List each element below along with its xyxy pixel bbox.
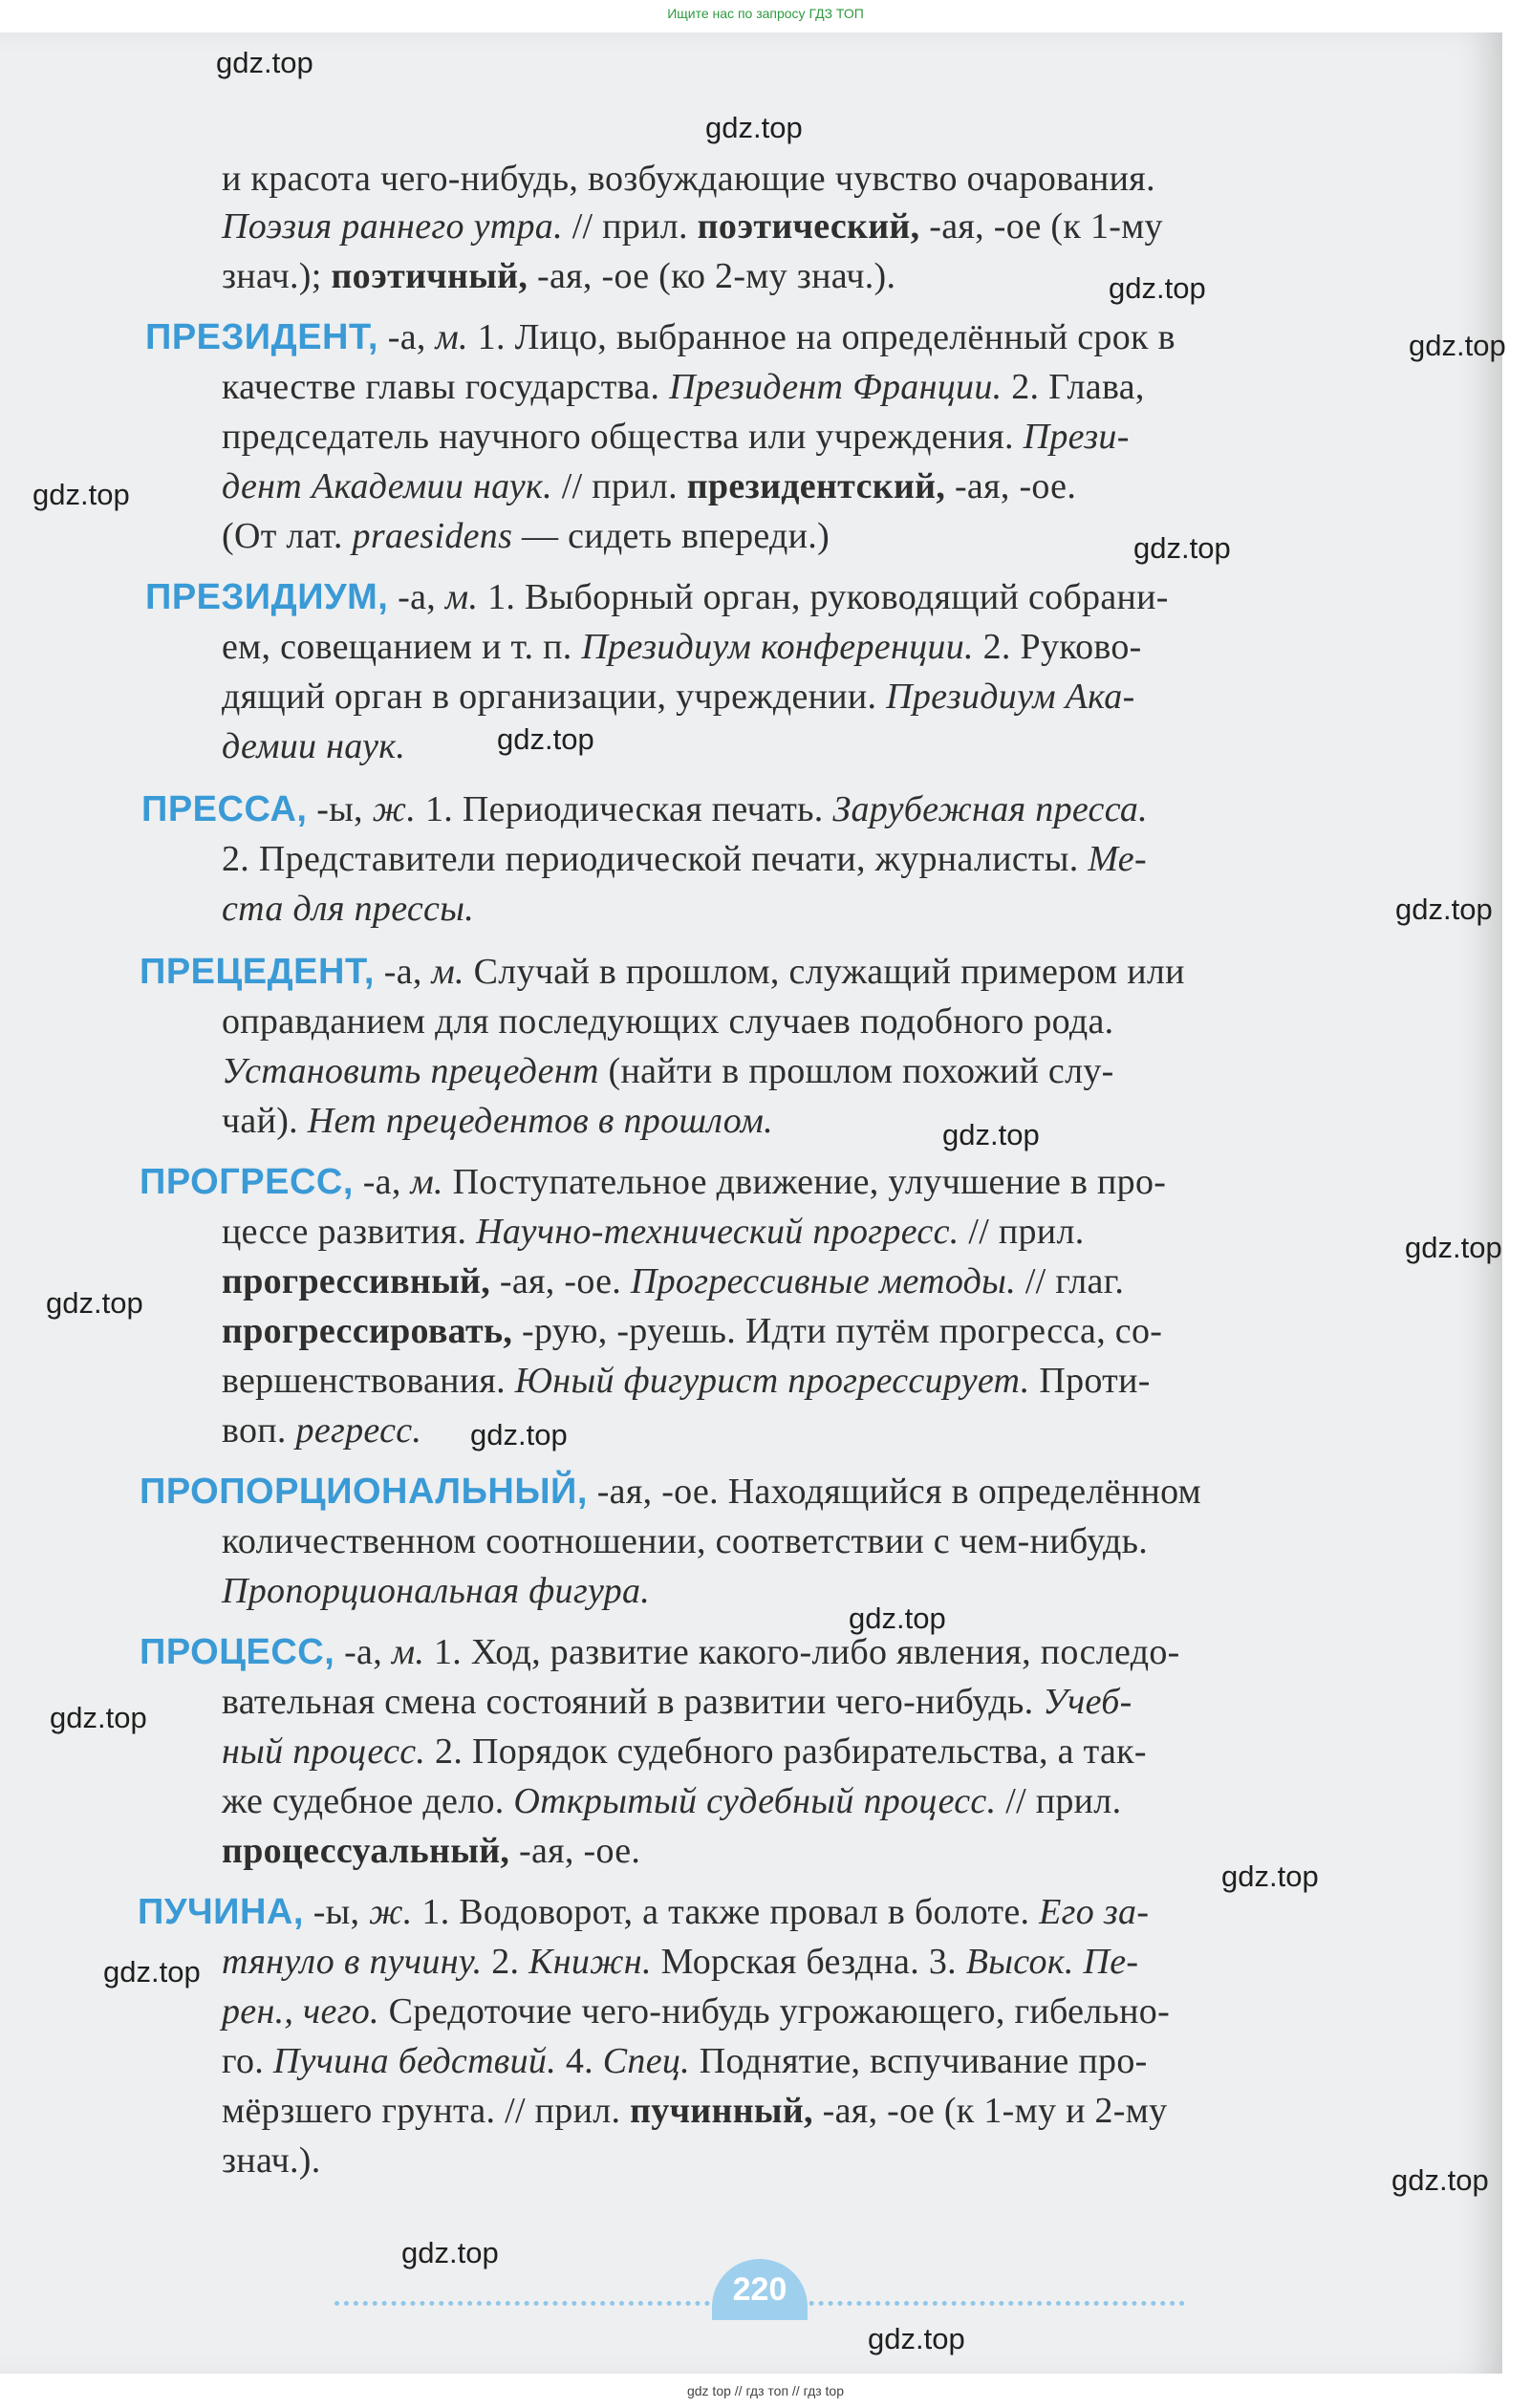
headword: ПРЕЗИДЕНТ,: [145, 317, 378, 357]
text-line: прогрессировать, -рую, -руешь. Идти путём прогресса, со-: [222, 1311, 1163, 1351]
entry-prezidium: ПРЕЗИДИУМ, -а, м. 1. Выборный орган, руководящий собрани-: [145, 577, 1169, 617]
text-line: и красота чего-нибудь, возбуждающие чувство очарования.: [222, 159, 1155, 199]
text-line: количественном соотношении, соответствии с чем-нибудь.: [222, 1521, 1149, 1561]
watermark: gdz.top: [849, 1602, 946, 1635]
headword: ПУЧИНА,: [138, 1892, 304, 1932]
text-line: ста для прессы.: [222, 889, 475, 929]
watermark: gdz.top: [401, 2236, 499, 2269]
page-number: 220: [712, 2259, 808, 2320]
watermark: gdz.top: [942, 1118, 1040, 1151]
watermark: gdz.top: [1109, 271, 1206, 305]
text-line: оправданием для последующих случаев подобного рода.: [222, 1001, 1114, 1042]
watermark: gdz.top: [1221, 1860, 1319, 1893]
text-line: процессуальный, -ая, -ое.: [222, 1831, 641, 1871]
watermark: gdz.top: [868, 2322, 965, 2355]
watermark: gdz.top: [1391, 2163, 1489, 2197]
text-line: (От лат. praesidens — сидеть впереди.): [222, 516, 830, 556]
watermark: gdz.top: [216, 46, 313, 79]
text-line: прогрессивный, -ая, -ое. Прогрессивные методы. // глаг.: [222, 1261, 1125, 1301]
text-line: знач.); поэтичный, -ая, -ое (ко 2-му знач.).: [222, 256, 896, 296]
text-line: дящий орган в организации, учреждении. Президиум Ака-: [222, 677, 1135, 717]
text-line: председатель научного общества или учреждения. Прези-: [222, 417, 1130, 457]
text-line: воп. регресс.: [222, 1410, 422, 1451]
bottom-note: gdz top // гдз топ // гдз top: [686, 2383, 845, 2398]
watermark: gdz.top: [1405, 1231, 1502, 1264]
watermark: gdz.top: [32, 478, 130, 511]
text-line: вательная смена состояний в развитии чего-нибудь. Учеб-: [222, 1682, 1132, 1722]
watermark: gdz.top: [1409, 329, 1506, 362]
example: Поэзия раннего утра.: [222, 206, 563, 247]
dictionary-page: [0, 32, 1502, 2374]
text-line: качестве главы государства. Президент Франции. 2. Глава,: [222, 367, 1145, 407]
text-line: Установить прецедент (найти в прошлом похожий слу-: [222, 1051, 1114, 1091]
entry-puchina: ПУЧИНА, -ы, ж. 1. Водоворот, а также провал в болоте. Его за-: [138, 1892, 1150, 1932]
headword: ПРЕЗИДИУМ,: [145, 577, 389, 617]
text-line: цессе развития. Научно-технический прогресс. // прил.: [222, 1212, 1085, 1252]
text-line: рен., чего. Средоточие чего-нибудь угрожающего, гибельно-: [222, 1991, 1171, 2032]
headword: ПРЕССА,: [141, 789, 308, 829]
watermark: gdz.top: [46, 1286, 143, 1320]
text-line: демии наук.: [222, 726, 406, 766]
headword: ПРОПОРЦИОНАЛЬНЫЙ,: [140, 1472, 588, 1512]
watermark: gdz.top: [1395, 892, 1493, 926]
text-line: 2. Представители периодической печати, журналисты. Ме-: [222, 839, 1147, 879]
entry-proportsionalny: ПРОПОРЦИОНАЛЬНЫЙ, -ая, -ое. Находящийся в определённом: [140, 1472, 1202, 1512]
text-line: же судебное дело. Открытый судебный процесс. // прил.: [222, 1781, 1122, 1821]
entry-progress: ПРОГРЕСС, -а, м. Поступательное движение, улучшение в про-: [140, 1162, 1167, 1202]
text-line: Пропорциональная фигура.: [222, 1571, 651, 1611]
text-line: го. Пучина бедствий. 4. Спец. Поднятие, вспучивание про-: [222, 2041, 1148, 2081]
watermark: gdz.top: [103, 1955, 201, 1989]
text-line: чай). Нет прецедентов в прошлом.: [222, 1101, 773, 1141]
top-note: Ищите нас по запросу ГДЗ ТОП: [667, 6, 864, 21]
text-line: ем, совещанием и т. п. Президиум конференции. 2. Руково-: [222, 627, 1142, 667]
headword: ПРЕЦЕДЕНТ,: [140, 952, 375, 992]
text-line: тянуло в пучину. 2. Книжн. Морская бездна. 3. Высок. Пе-: [222, 1942, 1139, 1982]
watermark: gdz.top: [470, 1418, 568, 1451]
text-line: мёрзшего грунта. // прил. пучинный, -ая, -ое (к 1-му и 2-му: [222, 2091, 1168, 2131]
entry-pressa: ПРЕССА, -ы, ж. 1. Периодическая печать. Зарубежная пресса.: [141, 789, 1148, 829]
entry-protsess: ПРОЦЕСС, -а, м. 1. Ход, развитие какого-либо явления, последо-: [140, 1632, 1180, 1672]
watermark: gdz.top: [497, 722, 594, 756]
text-line: Поэзия раннего утра. // прил. поэтический, -ая, -ое (к 1-му: [222, 206, 1163, 247]
watermark: gdz.top: [1133, 531, 1231, 565]
text-line: знач.).: [222, 2140, 321, 2181]
text-line: вершенствования. Юный фигурист прогрессирует. Проти-: [222, 1361, 1151, 1401]
text-line: ный процесс. 2. Порядок судебного разбирательства, а так-: [222, 1731, 1147, 1772]
watermark: gdz.top: [705, 111, 803, 144]
headword: ПРОГРЕСС,: [140, 1162, 354, 1202]
entry-pretsedent: ПРЕЦЕДЕНТ, -а, м. Случай в прошлом, служащий примером или: [140, 952, 1185, 992]
watermark: gdz.top: [50, 1701, 147, 1734]
headword: ПРОЦЕСС,: [140, 1632, 335, 1672]
text-line: дент Академии наук. // прил. президентский, -ая, -ое.: [222, 466, 1077, 506]
entry-prezident: ПРЕЗИДЕНТ, -а, м. 1. Лицо, выбранное на определённый срок в: [145, 317, 1175, 357]
